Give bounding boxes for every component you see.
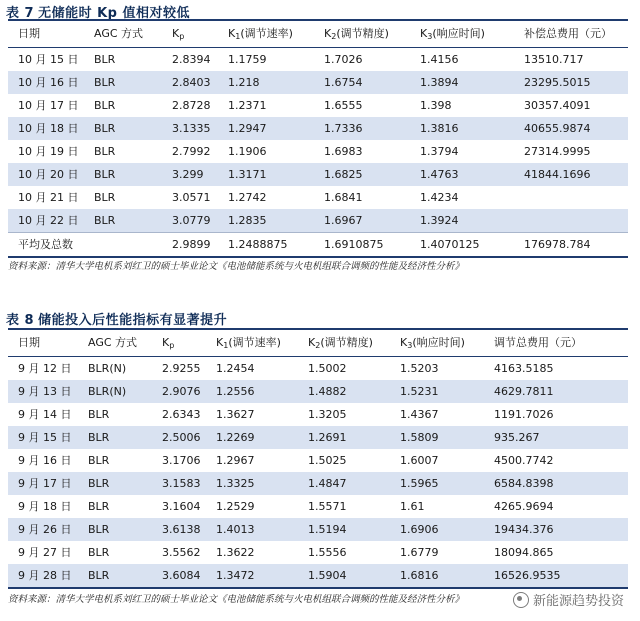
table7 bbox=[8, 19, 628, 258]
table-cell: 1.61 bbox=[400, 500, 425, 513]
table-cell: 3.299 bbox=[162, 163, 218, 186]
table-cell: BLR bbox=[88, 408, 110, 421]
table7-header-row bbox=[8, 20, 628, 48]
table-cell: BLR(N) bbox=[88, 362, 127, 375]
table-row bbox=[8, 472, 628, 495]
table-cell: 2.8394 bbox=[172, 53, 211, 66]
table-row bbox=[8, 541, 628, 564]
table-cell: 1.5002 bbox=[308, 362, 347, 375]
table-cell: 1191.7026 bbox=[494, 408, 554, 421]
wechat-icon bbox=[513, 592, 529, 608]
table8-body bbox=[8, 357, 628, 589]
table-cell: 4163.5185 bbox=[494, 362, 554, 375]
table-cell: BLR bbox=[78, 472, 152, 495]
table-cell: 1.5025 bbox=[308, 454, 347, 467]
table-cell: 1.6779 bbox=[400, 546, 439, 559]
table-cell: 10 月 22 日 bbox=[8, 209, 84, 233]
table-cell: BLR bbox=[78, 518, 152, 541]
table7-col-cost: 补偿总费用（元） bbox=[514, 20, 628, 48]
table8-col-date: 日期 bbox=[8, 329, 78, 357]
table-row bbox=[8, 209, 628, 233]
table-row bbox=[8, 495, 628, 518]
table-cell: 6584.8398 bbox=[484, 472, 628, 495]
table-cell: 1.1906 bbox=[228, 145, 267, 158]
table-cell bbox=[514, 186, 628, 209]
table-cell: 9 月 12 日 bbox=[18, 362, 72, 375]
table-cell: 2.7992 bbox=[172, 145, 211, 158]
table8-col-k2: $K_2$(调节精度) bbox=[298, 329, 390, 357]
table-cell: 1.3794 bbox=[420, 145, 459, 158]
table-cell: 1.5203 bbox=[400, 362, 439, 375]
table-cell: 1.3472 bbox=[206, 564, 298, 588]
table-cell: 1.2454 bbox=[216, 362, 255, 375]
table-cell: 1.2691 bbox=[298, 426, 390, 449]
table-cell: 9 月 14 日 bbox=[18, 408, 72, 421]
table-cell: 10 月 15 日 bbox=[18, 53, 79, 66]
table-cell: 9 月 15 日 bbox=[8, 426, 78, 449]
table-cell: 1.5571 bbox=[308, 500, 347, 513]
table-row bbox=[8, 163, 628, 186]
table-cell: 1.5231 bbox=[390, 380, 484, 403]
table7-col-agc: AGC 方式 bbox=[84, 20, 162, 48]
table-cell: 2.5006 bbox=[152, 426, 206, 449]
table-cell: BLR bbox=[94, 145, 116, 158]
table-cell: 1.3894 bbox=[410, 71, 514, 94]
table-cell: 2.9076 bbox=[152, 380, 206, 403]
table-cell: 平均及总数 bbox=[8, 233, 84, 258]
table-cell: 3.5562 bbox=[162, 546, 201, 559]
table7-body bbox=[8, 48, 628, 258]
table-cell: 1.1759 bbox=[228, 53, 267, 66]
table-cell: 40655.9874 bbox=[514, 117, 628, 140]
table-cell: 1.3325 bbox=[206, 472, 298, 495]
table-cell: 3.1335 bbox=[162, 117, 218, 140]
table8-source: 资料来源：清华大学电机系刘红卫的硕士毕业论文《电池储能系统与火电机组联合调频的性能及经济性分析》 bbox=[8, 594, 465, 605]
table-cell: 1.4156 bbox=[420, 53, 459, 66]
table-cell: 1.4882 bbox=[298, 380, 390, 403]
table-cell: 176978.784 bbox=[514, 233, 628, 258]
table7-col-k1: $K_1$(调节速率) bbox=[218, 20, 314, 48]
table-cell: 3.1604 bbox=[162, 500, 201, 513]
table-cell: 9 月 26 日 bbox=[8, 518, 78, 541]
table-cell: 1.6816 bbox=[390, 564, 484, 588]
table-cell: BLR bbox=[84, 71, 162, 94]
table7-col-k2: $K_2$(调节精度) bbox=[314, 20, 410, 48]
table-cell: 1.4234 bbox=[420, 191, 459, 204]
table-cell: 1.6754 bbox=[314, 71, 410, 94]
table-cell: 9 月 13 日 bbox=[8, 380, 78, 403]
table-cell: 1.6906 bbox=[390, 518, 484, 541]
table-cell: 9 月 28 日 bbox=[8, 564, 78, 588]
table-cell: 9 月 18 日 bbox=[18, 500, 72, 513]
table-cell: 10 月 18 日 bbox=[8, 117, 84, 140]
table-cell bbox=[84, 233, 162, 258]
table-cell: BLR bbox=[88, 454, 110, 467]
table-cell: 10 月 19 日 bbox=[18, 145, 79, 158]
table-cell: 935.267 bbox=[484, 426, 628, 449]
table7-title-text: 无储能时 Kp 值相对较低 bbox=[38, 6, 191, 21]
table-cell: BLR bbox=[84, 209, 162, 233]
table-row bbox=[8, 380, 628, 403]
watermark bbox=[513, 590, 624, 609]
table-row bbox=[8, 449, 628, 472]
table-cell: BLR bbox=[88, 500, 110, 513]
table-cell: 2.8403 bbox=[162, 71, 218, 94]
table-cell: 3.1706 bbox=[162, 454, 201, 467]
table8 bbox=[8, 328, 628, 589]
table-row bbox=[8, 94, 628, 117]
table-cell: 10 月 20 日 bbox=[8, 163, 84, 186]
table-cell: 30357.4091 bbox=[524, 99, 591, 112]
table-cell: 4265.9694 bbox=[494, 500, 554, 513]
table-cell: 41844.1696 bbox=[514, 163, 628, 186]
table-cell: BLR bbox=[78, 564, 152, 588]
table-row bbox=[8, 426, 628, 449]
table-cell: 1.6983 bbox=[324, 145, 363, 158]
table8-col-cost: 调节总费用（元） bbox=[484, 329, 628, 357]
table-cell: BLR(N) bbox=[78, 380, 152, 403]
table-row bbox=[8, 518, 628, 541]
table-row bbox=[8, 186, 628, 209]
table-cell: 1.398 bbox=[420, 99, 452, 112]
table-cell: 1.4070125 bbox=[410, 233, 514, 258]
table-cell bbox=[514, 209, 628, 233]
table-row bbox=[8, 357, 628, 381]
table-cell: 1.2269 bbox=[206, 426, 298, 449]
table-cell: 1.7026 bbox=[324, 53, 363, 66]
table-row bbox=[8, 564, 628, 588]
table-cell: 23295.5015 bbox=[514, 71, 628, 94]
table-cell: 2.9899 bbox=[162, 233, 218, 258]
table-cell: BLR bbox=[84, 117, 162, 140]
table-cell: 1.3816 bbox=[410, 117, 514, 140]
table-cell: 9 月 17 日 bbox=[8, 472, 78, 495]
table-cell: 1.3171 bbox=[218, 163, 314, 186]
table-cell: 9 月 27 日 bbox=[18, 546, 72, 559]
table-row bbox=[8, 140, 628, 163]
table-cell: 2.8728 bbox=[172, 99, 211, 112]
table-cell: 1.218 bbox=[218, 71, 314, 94]
table-cell: 13510.717 bbox=[524, 53, 584, 66]
table-cell: 1.6841 bbox=[324, 191, 363, 204]
table-cell: 27314.9995 bbox=[524, 145, 591, 158]
table-cell: 1.6825 bbox=[314, 163, 410, 186]
table-row bbox=[8, 117, 628, 140]
table-cell: 18094.865 bbox=[494, 546, 554, 559]
table-cell: 4500.7742 bbox=[494, 454, 554, 467]
table-cell: 1.5904 bbox=[298, 564, 390, 588]
table-cell: BLR bbox=[94, 99, 116, 112]
table-cell: 1.4847 bbox=[298, 472, 390, 495]
table-row bbox=[8, 71, 628, 94]
table-cell: 4629.7811 bbox=[484, 380, 628, 403]
table-cell: 1.6910875 bbox=[314, 233, 410, 258]
table-cell: 1.5556 bbox=[308, 546, 347, 559]
table-cell: 3.6084 bbox=[152, 564, 206, 588]
table8-prefix: 表 8 bbox=[6, 313, 35, 328]
table-cell: 16526.9535 bbox=[484, 564, 628, 588]
table-row bbox=[8, 403, 628, 426]
table7-source: 资料来源：清华大学电机系刘红卫的硕士毕业论文《电池储能系统与火电机组联合调频的性能及经济性分析》 bbox=[8, 261, 465, 272]
table7-col-kp: $K_p$ bbox=[162, 20, 218, 48]
table-cell: 3.0779 bbox=[162, 209, 218, 233]
table7-prefix: 表 7 bbox=[6, 6, 35, 21]
table-cell: 1.3205 bbox=[308, 408, 347, 421]
table-cell: BLR bbox=[94, 191, 116, 204]
table8-col-k3: $K_3$(响应时间) bbox=[390, 329, 484, 357]
table-cell: 2.6343 bbox=[162, 408, 201, 421]
table7-col-date: 日期 bbox=[8, 20, 84, 48]
watermark-text: 新能源趋势投资 bbox=[532, 594, 624, 609]
table-cell: 1.3924 bbox=[410, 209, 514, 233]
table-cell: 10 月 21 日 bbox=[18, 191, 79, 204]
table-cell: BLR bbox=[78, 426, 152, 449]
table-row-summary bbox=[8, 233, 628, 258]
table-cell: 1.7336 bbox=[314, 117, 410, 140]
table-cell: 9 月 16 日 bbox=[18, 454, 72, 467]
table8-title-text: 储能投入后性能指标有显著提升 bbox=[38, 313, 228, 328]
table-cell: 1.6555 bbox=[324, 99, 363, 112]
table-cell: 3.0571 bbox=[172, 191, 211, 204]
table-cell: 1.5194 bbox=[298, 518, 390, 541]
table-cell: 10 月 16 日 bbox=[8, 71, 84, 94]
table-cell: 1.2529 bbox=[216, 500, 255, 513]
table-cell: 1.3627 bbox=[216, 408, 255, 421]
table-cell: 1.2488875 bbox=[218, 233, 314, 258]
table8-header-row bbox=[8, 329, 628, 357]
table-cell: 3.6138 bbox=[152, 518, 206, 541]
table-cell: 10 月 17 日 bbox=[18, 99, 79, 112]
table-cell: 1.2835 bbox=[218, 209, 314, 233]
table8-col-kp: $K_p$ bbox=[152, 329, 206, 357]
table-cell: BLR bbox=[94, 53, 116, 66]
table-cell: 19434.376 bbox=[484, 518, 628, 541]
table-cell: 1.6967 bbox=[314, 209, 410, 233]
table8-col-k1: $K_1$(调节速率) bbox=[206, 329, 298, 357]
table-row bbox=[8, 48, 628, 72]
table-cell: 1.6007 bbox=[400, 454, 439, 467]
table8-title bbox=[6, 309, 227, 328]
table-cell: 1.5809 bbox=[390, 426, 484, 449]
table-cell: 1.2556 bbox=[206, 380, 298, 403]
table-cell: 1.2371 bbox=[228, 99, 267, 112]
table-cell: 2.9255 bbox=[162, 362, 201, 375]
table-cell: 1.4763 bbox=[410, 163, 514, 186]
table-cell: 1.2967 bbox=[216, 454, 255, 467]
table-cell: 1.3622 bbox=[216, 546, 255, 559]
table-cell: 3.1583 bbox=[152, 472, 206, 495]
table-cell: 1.2947 bbox=[218, 117, 314, 140]
table-cell: 1.5965 bbox=[390, 472, 484, 495]
table7-col-k3: $K_3$(响应时间) bbox=[410, 20, 514, 48]
table-cell: BLR bbox=[88, 546, 110, 559]
table8-col-agc: AGC 方式 bbox=[78, 329, 152, 357]
table-cell: BLR bbox=[84, 163, 162, 186]
table-cell: 1.2742 bbox=[228, 191, 267, 204]
table-cell: 1.4013 bbox=[206, 518, 298, 541]
table-cell: 1.4367 bbox=[400, 408, 439, 421]
